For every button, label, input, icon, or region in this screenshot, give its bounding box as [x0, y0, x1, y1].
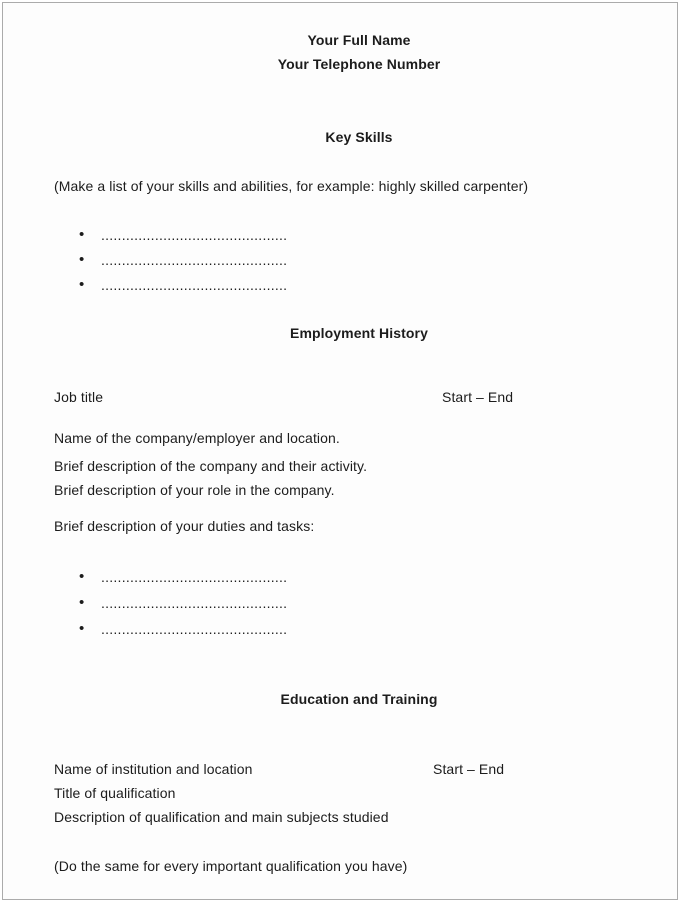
bullet-icon: •: [79, 568, 85, 585]
list-item: [54, 276, 664, 294]
key-skills-heading: Key Skills: [325, 129, 393, 145]
document-content: [54, 3, 664, 875]
dotted-placeholder: .............................................: [101, 277, 288, 293]
institution-label: Name of institution and location: [54, 761, 253, 777]
dotted-placeholder: .............................................: [101, 621, 288, 637]
bullet-icon: •: [79, 594, 85, 611]
dotted-placeholder: .............................................: [101, 569, 288, 585]
job-title-label: Job title: [54, 389, 104, 405]
education-dates-label: Start – End: [433, 761, 505, 777]
job-title-row: [54, 388, 664, 406]
company-activity-line: Brief description of the company and their activity.: [54, 458, 368, 474]
employment-history-heading: Employment History: [290, 325, 428, 341]
duties-label: Brief description of your duties and tasks:: [54, 518, 315, 534]
key-skills-bullet-list: [54, 226, 664, 294]
duties-bullet-list: [54, 568, 664, 638]
list-item: [54, 594, 664, 612]
company-line: Name of the company/employer and location.: [54, 430, 340, 446]
document-page: [2, 2, 678, 900]
education-training-heading: Education and Training: [280, 691, 438, 707]
dotted-placeholder: .............................................: [101, 595, 288, 611]
bullet-icon: •: [79, 251, 85, 268]
list-item: [54, 226, 664, 244]
bullet-icon: •: [79, 276, 85, 293]
list-item: [54, 251, 664, 269]
qualification-title-line: Title of qualification: [54, 785, 176, 801]
dotted-placeholder: .............................................: [101, 252, 288, 268]
list-item: [54, 568, 664, 586]
qualification-note-line: (Do the same for every important qualification you have): [54, 858, 408, 874]
bullet-icon: •: [79, 620, 85, 637]
dotted-placeholder: .............................................: [101, 227, 288, 243]
institution-row: [54, 760, 664, 778]
role-line: Brief description of your role in the company.: [54, 482, 335, 498]
qualification-description-line: Description of qualification and main subjects studied: [54, 809, 389, 825]
telephone-heading: Your Telephone Number: [277, 56, 441, 72]
employment-dates-label: Start – End: [442, 389, 514, 405]
bullet-icon: •: [79, 226, 85, 243]
key-skills-hint: (Make a list of your skills and abilities, for example: highly skilled carpenter): [54, 178, 529, 194]
list-item: [54, 620, 664, 638]
full-name-heading: Your Full Name: [307, 32, 411, 48]
